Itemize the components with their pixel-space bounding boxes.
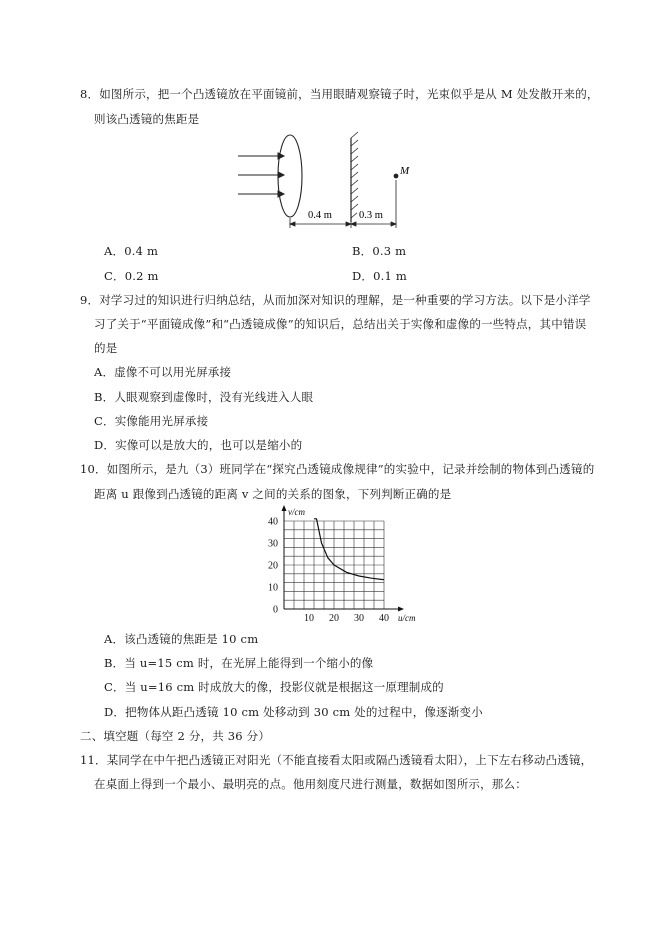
q9-option-b: B．人眼观察到虚像时，没有光线进入人眼 [94,390,314,404]
y-axis-label: v/cm [288,507,305,517]
q10-stem-line1: 10．如图所示，是九（3）班同学在“探究凸透镜成像规律”的实验中，记录并绘制的物体到凸透镜的 [80,462,595,476]
x-axis-arrow [398,607,404,612]
y-tick-label: 0 [273,604,278,616]
x-tick-label: 40 [379,613,389,624]
q10-option-c: C．当 u=16 cm 时成放大的像，投影仪就是根据这一原理制成的 [104,680,444,694]
x-axis-label: u/cm [398,613,416,623]
q8-option-a: A．0.4 m [104,244,159,258]
q9-stem-line3: 的是 [94,341,118,355]
point-m-label: M [400,165,410,177]
q8-stem-line2: 则该凸透镜的焦距是 [94,112,200,126]
q9-option-c: C．实像能用光屏承接 [94,414,209,428]
y-tick-label: 30 [268,538,278,550]
x-tick-label: 10 [304,613,314,624]
y-axis-arrow [282,505,287,511]
q10-uv-chart [262,505,416,627]
q11-stem-line1: 11．某同学在中午把凸透镜正对阳光（不能直接看太阳或隔凸透镜看太阳），上下左右移动凸透镜， [80,753,593,767]
q10-option-b: B．当 u=15 cm 时，在光屏上能得到一个缩小的像 [104,656,374,670]
q8-option-b: B．0.3 m [352,244,407,258]
y-tick-label: 20 [268,560,278,572]
dim-0-3m: 0.3 m [359,210,383,221]
q10-option-a: A．该凸透镜的焦距是 10 cm [104,632,259,646]
q8-stem-line1: 8．如图所示，把一个凸透镜放在平面镜前，当用眼睛观察镜子时，光束似乎是从 M 处发散开来的， [80,87,599,101]
q9-stem-line2: 习了关于“平面镜成像”和“凸透镜成像”的知识后，总结出关于实像和虚像的一些特点，其中错误 [94,317,587,331]
q11-stem-line2: 在桌面上得到一个最小、最明亮的点。他用刻度尺进行测量，数据如图所示，那么： [94,777,527,791]
q9-option-a: A．虚像不可以用光屏承接 [94,365,232,379]
section-2-title: 二、填空题（每空 2 分，共 36 分） [80,729,271,743]
q10-option-d: D．把物体从距凸透镜 10 cm 处移动到 30 cm 处的过程中，像逐渐变小 [104,705,483,719]
q8-option-d: D．0.1 m [352,269,407,283]
q8-lens-mirror-figure [228,132,418,232]
q8-option-c: C．0.2 m [104,269,159,283]
dim-0-4m: 0.4 m [308,210,332,221]
x-tick-label: 20 [329,613,339,624]
point-m [394,174,399,179]
q9-option-d: D．实像可以是放大的，也可以是缩小的 [94,438,303,452]
uv-curve [314,519,384,580]
y-tick-label: 10 [268,582,278,594]
y-tick-label: 40 [268,516,278,528]
q10-stem-line2: 距离 u 跟像到凸透镜的距离 v 之间的关系的图象，下列判断正确的是 [94,487,452,501]
x-tick-label: 30 [354,613,364,624]
q9-stem-line1: 9．对学习过的知识进行归纳总结，从而加深对知识的理解，是一种重要的学习方法。以下是小洋学 [80,293,591,307]
